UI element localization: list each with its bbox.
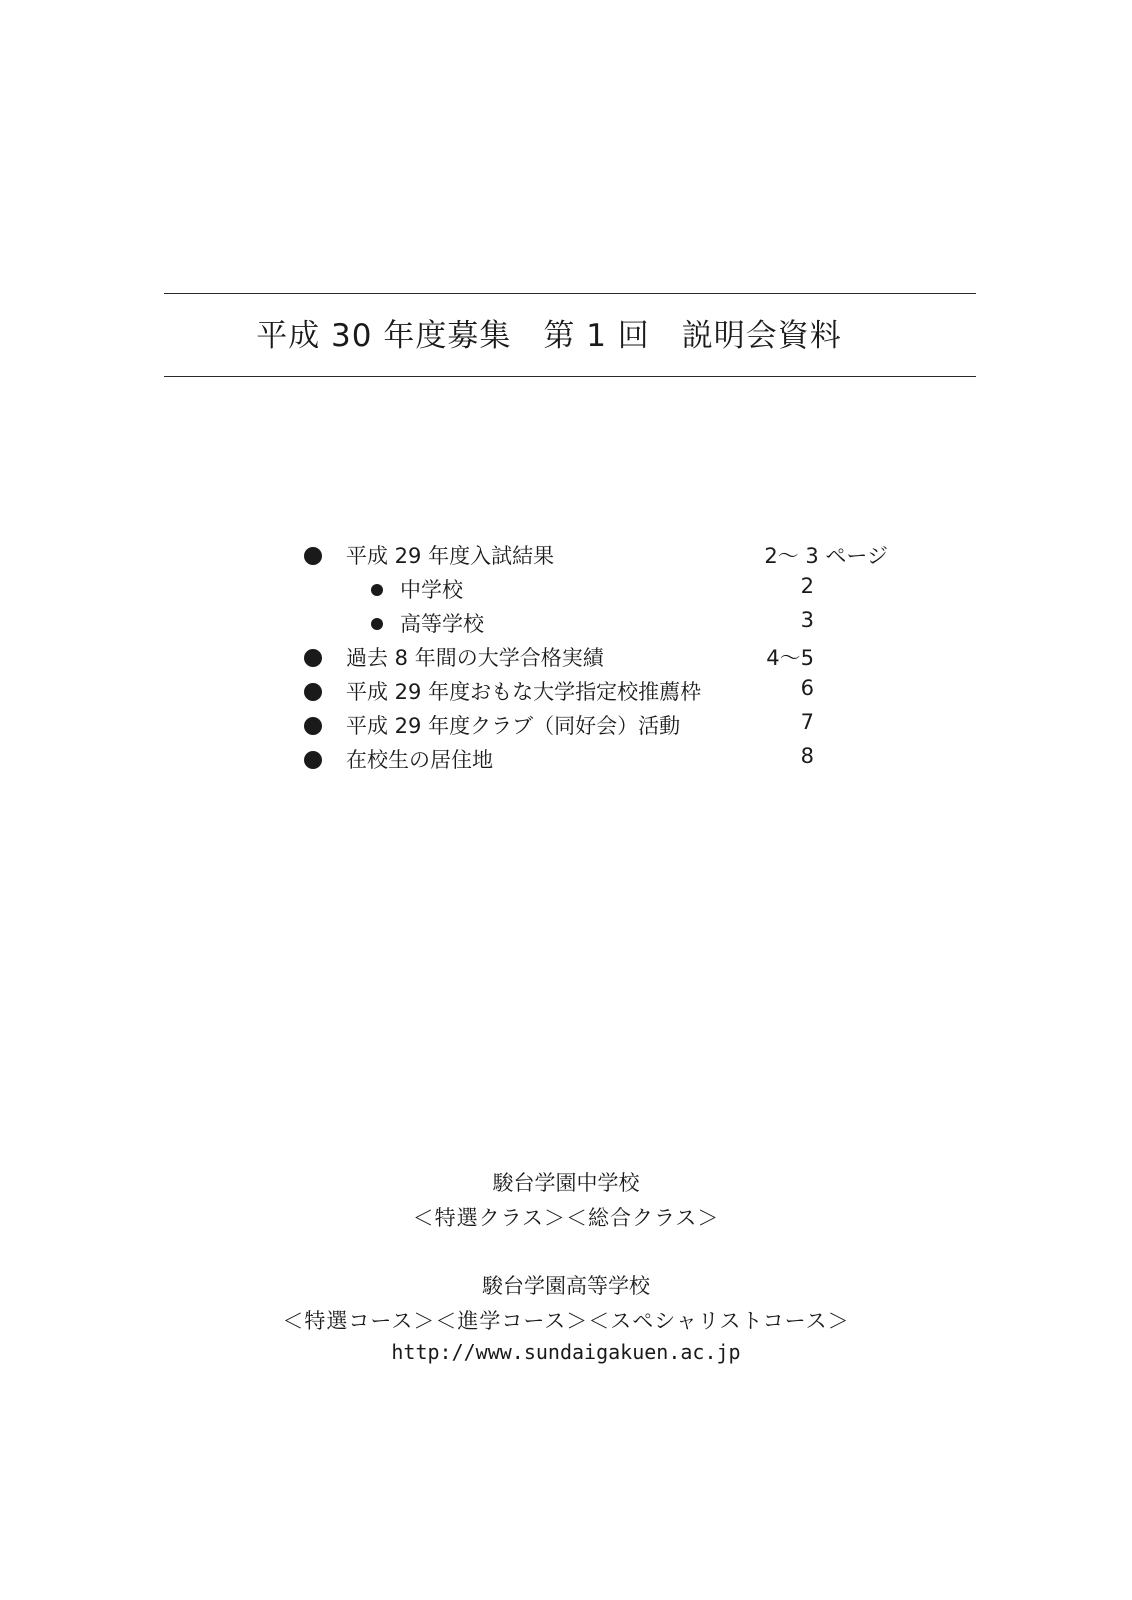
bullet-icon	[371, 584, 383, 596]
toc-item-label: 高等学校	[400, 612, 484, 636]
toc-item-page: 8	[800, 744, 814, 768]
bullet-icon	[304, 547, 322, 565]
toc-item-page: 6	[800, 676, 814, 700]
page-title: 平成 30 年度募集 第 1 回 説明会資料	[256, 318, 842, 354]
toc-item	[0, 642, 1132, 676]
junior-class-list: ＜特選クラス＞＜総合クラス＞	[412, 1206, 720, 1230]
toc-item-page: 3	[800, 608, 814, 632]
toc-item-page: 4～5	[766, 646, 814, 670]
toc-item-page: 2～ 3 ページ	[764, 544, 888, 568]
bullet-icon	[304, 649, 322, 667]
title-bottom-rule	[164, 376, 976, 377]
toc-subitem	[0, 574, 1132, 608]
toc-item-label: 平成 29 年度クラブ（同好会）活動	[346, 714, 681, 738]
toc-item	[0, 744, 1132, 778]
toc-item-label: 平成 29 年度おもな大学指定校推薦枠	[346, 680, 702, 704]
toc-item-page: 2	[800, 574, 814, 598]
bullet-icon	[304, 751, 322, 769]
toc-item-page: 7	[800, 710, 814, 734]
toc-item	[0, 540, 1132, 574]
bullet-icon	[371, 618, 383, 630]
toc-item-label: 過去 8 年間の大学合格実績	[346, 646, 604, 670]
toc-item-label: 中学校	[400, 578, 463, 602]
toc-item-label: 平成 29 年度入試結果	[346, 544, 555, 568]
school-url: http://www.sundaigakuen.ac.jp	[391, 1340, 741, 1364]
toc-item	[0, 710, 1132, 744]
toc-item	[0, 676, 1132, 710]
toc-item-label: 在校生の居住地	[346, 748, 493, 772]
toc-subitem	[0, 608, 1132, 642]
title-top-rule	[164, 293, 976, 294]
bullet-icon	[304, 717, 322, 735]
senior-course-list: ＜特選コース＞＜進学コース＞＜スペシャリストコース＞	[282, 1309, 850, 1333]
senior-school-name: 駿台学園高等学校	[482, 1274, 650, 1298]
bullet-icon	[304, 683, 322, 701]
junior-school-name: 駿台学園中学校	[492, 1171, 640, 1195]
